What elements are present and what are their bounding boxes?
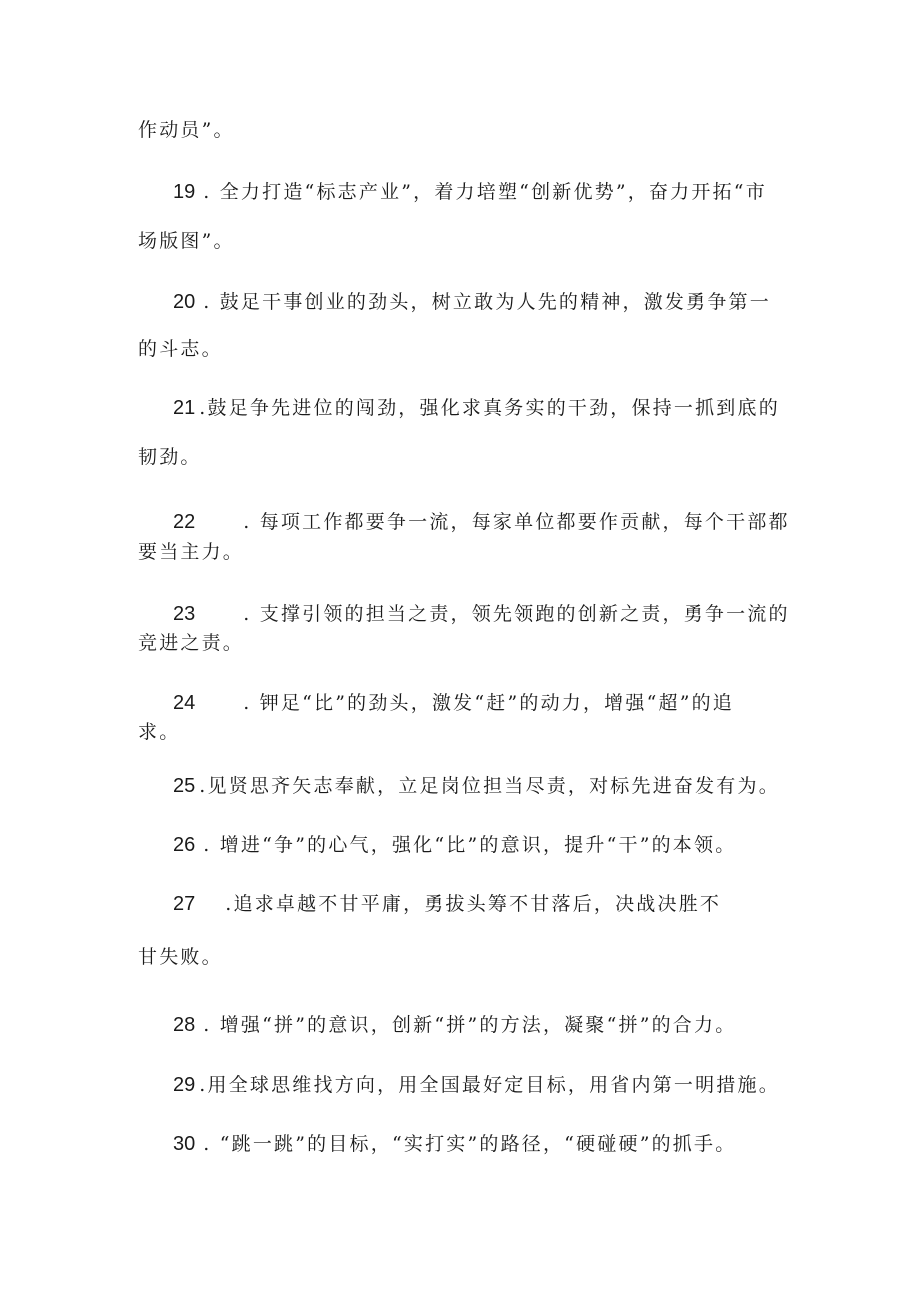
item-21-text-cont: 韧劲。 xyxy=(138,446,202,468)
item-22-number: 22 xyxy=(173,511,196,533)
item-21-text: .鼓足争先进位的闯劲，强化求真务实的干劲，保持一抓到底的 xyxy=(199,397,780,419)
item-18-text: 作动员”。 xyxy=(138,119,235,141)
item-19-text-cont: 场版图”。 xyxy=(138,230,235,252)
item-18-continuation xyxy=(138,121,235,140)
item-20-text-cont: 的斗志。 xyxy=(138,338,223,360)
item-27-number: 27 xyxy=(173,893,196,915)
item-25-number: 25 xyxy=(173,775,196,797)
item-26-text: . 增进“争”的心气，强化“比”的意识，提升“干”的本领。 xyxy=(203,834,737,856)
item-20-line-2 xyxy=(138,340,223,359)
item-29-number: 29 xyxy=(173,1074,196,1096)
item-23-line-1 xyxy=(173,604,790,624)
item-23-text-cont: 竞进之责。 xyxy=(138,632,245,654)
item-28-text: . 增强“拼”的意识，创新“拼”的方法，凝聚“拼”的合力。 xyxy=(203,1014,737,1036)
item-26-line-1 xyxy=(173,835,736,855)
item-26-number: 26 xyxy=(173,834,196,856)
item-23-number: 23 xyxy=(173,603,196,625)
item-20-line-1 xyxy=(173,292,771,312)
item-19-line-1 xyxy=(173,182,767,202)
item-25-text: .见贤思齐矢志奉献，立足岗位担当尽责，对标先进奋发有为。 xyxy=(199,775,780,797)
item-27-text: .追求卓越不甘平庸，勇拔头筹不甘落后，决战决胜不 xyxy=(225,893,722,915)
item-22-text: . 每项工作都要争一流，每家单位都要作贡献，每个干部都 xyxy=(243,511,790,533)
item-23-line-2 xyxy=(138,634,244,653)
item-27-line-2 xyxy=(138,948,223,967)
item-24-text: . 钾足“比”的劲头，激发“赶”的动力，增强“超”的追 xyxy=(243,692,735,714)
item-21-number: 21 xyxy=(173,397,196,419)
item-24-line-1 xyxy=(173,693,734,713)
item-30-number: 30 xyxy=(173,1133,196,1155)
item-20-number: 20 xyxy=(173,291,196,313)
item-21-line-2 xyxy=(138,448,202,467)
item-23-text: . 支撑引领的担当之责，领先领跑的创新之责，勇争一流的 xyxy=(243,603,790,625)
item-19-text: . 全力打造“标志产业”，着力培塑“创新优势”，奋力开拓“市 xyxy=(203,181,767,203)
item-24-line-2 xyxy=(138,723,180,742)
item-28-line-1 xyxy=(173,1015,736,1035)
item-28-number: 28 xyxy=(173,1014,196,1036)
item-30-text: . “跳一跳”的目标，“实打实”的路径，“硬碰硬”的抓手。 xyxy=(203,1133,737,1155)
item-19-number: 19 xyxy=(173,181,196,203)
item-19-line-2 xyxy=(138,232,235,251)
item-24-text-cont: 求。 xyxy=(138,721,181,743)
item-20-text: . 鼓足干事创业的劲头，树立敢为人先的精神，激发勇争第一 xyxy=(203,291,771,313)
item-22-text-cont: 要当主力。 xyxy=(138,541,245,563)
item-29-line-1 xyxy=(173,1075,780,1095)
item-24-number: 24 xyxy=(173,692,196,714)
item-21-line-1 xyxy=(173,398,780,418)
item-30-line-1 xyxy=(173,1134,736,1154)
item-29-text: .用全球思维找方向，用全国最好定目标，用省内第一明措施。 xyxy=(199,1074,780,1096)
item-22-line-2 xyxy=(138,543,244,562)
item-22-line-1 xyxy=(173,512,790,532)
item-25-line-1 xyxy=(173,776,780,796)
item-27-text-cont: 甘失败。 xyxy=(138,946,223,968)
item-27-line-1 xyxy=(173,894,721,914)
